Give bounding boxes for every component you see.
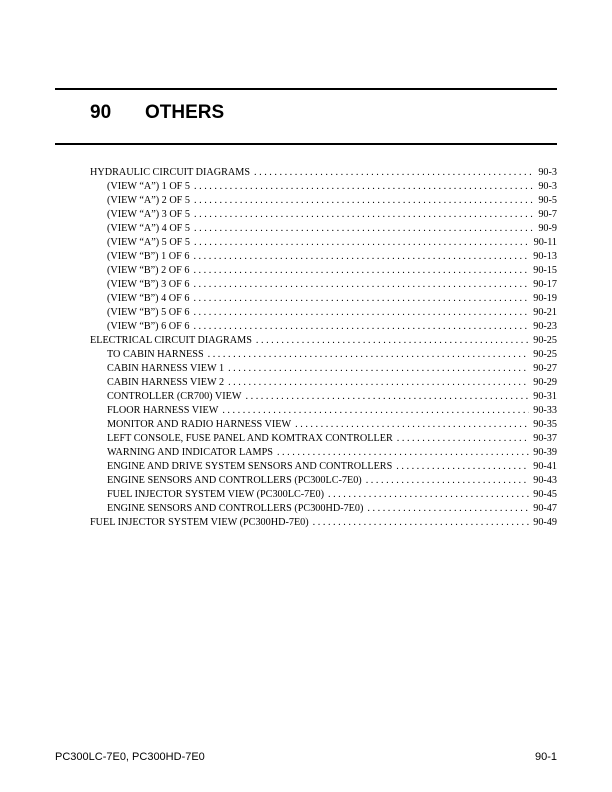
toc-dot-leader — [193, 278, 529, 292]
toc-entry[interactable] — [90, 194, 557, 208]
toc-dot-leader — [193, 264, 529, 278]
toc-entry-page: 90-11 — [533, 237, 557, 248]
toc-entry-page: 90-3 — [538, 181, 557, 192]
toc-entry-label: CABIN HARNESS VIEW 2 — [107, 377, 225, 388]
toc-entry-page: 90-49 — [533, 517, 557, 528]
toc-dot-leader — [396, 460, 529, 474]
toc-entry[interactable] — [90, 222, 557, 236]
toc-dot-leader — [277, 446, 529, 460]
toc-entry[interactable] — [90, 516, 557, 530]
toc-entry-label: (VIEW “B”) 3 OF 6 — [107, 279, 190, 290]
toc-entry-page: 90-39 — [533, 447, 557, 458]
toc-entry-label: (VIEW “B”) 4 OF 6 — [107, 293, 190, 304]
toc-entry-page: 90-9 — [538, 223, 557, 234]
toc-entry[interactable] — [90, 334, 557, 348]
toc-entry-page: 90-17 — [533, 279, 557, 290]
toc-entry-label: ENGINE SENSORS AND CONTROLLERS (PC300LC-7E0) — [107, 475, 362, 486]
toc-entry-page: 90-19 — [533, 293, 557, 304]
toc-entry[interactable] — [90, 446, 557, 460]
toc-entry-page: 90-3 — [538, 167, 557, 178]
toc-entry[interactable] — [90, 180, 557, 194]
toc-entry[interactable] — [90, 376, 557, 390]
toc-dot-leader — [397, 432, 529, 446]
toc-entry-label: CABIN HARNESS VIEW 1 — [107, 363, 225, 374]
toc-dot-leader — [295, 418, 529, 432]
toc-dot-leader — [193, 306, 529, 320]
toc-entry[interactable] — [90, 264, 557, 278]
toc-entry[interactable] — [90, 292, 557, 306]
toc-entry-page: 90-13 — [533, 251, 557, 262]
toc-entry[interactable] — [90, 208, 557, 222]
toc-dot-leader — [222, 404, 529, 418]
toc-dot-leader — [228, 376, 529, 390]
section-number: 90 — [90, 102, 112, 123]
toc-entry-page: 90-47 — [533, 503, 557, 514]
toc-entry[interactable] — [90, 460, 557, 474]
toc-entry[interactable] — [90, 502, 557, 516]
toc-entry-label: TO CABIN HARNESS — [107, 349, 204, 360]
toc-dot-leader — [246, 390, 530, 404]
toc-entry-label: (VIEW “A”) 5 OF 5 — [107, 237, 190, 248]
toc-entry-label: ENGINE AND DRIVE SYSTEM SENSORS AND CONTROLLERS — [107, 461, 393, 472]
toc-dot-leader — [254, 166, 534, 180]
toc-dot-leader — [367, 502, 529, 516]
toc-entry-label: WARNING AND INDICATOR LAMPS — [107, 447, 273, 458]
toc-entry-label: FUEL INJECTOR SYSTEM VIEW (PC300LC-7E0) — [107, 489, 324, 500]
toc-dot-leader — [328, 488, 529, 502]
toc-entry[interactable] — [90, 362, 557, 376]
toc-dot-leader — [228, 362, 529, 376]
toc-entry[interactable] — [90, 320, 557, 334]
toc-entry-label: ENGINE SENSORS AND CONTROLLERS (PC300HD-7E0) — [107, 503, 364, 514]
toc-entry-page: 90-27 — [533, 363, 557, 374]
toc-entry-page: 90-21 — [533, 307, 557, 318]
toc-entry[interactable] — [90, 432, 557, 446]
footer-page-number: 90-1 — [534, 751, 557, 763]
toc-dot-leader — [193, 320, 529, 334]
toc-entry[interactable] — [90, 236, 557, 250]
toc-entry[interactable] — [90, 348, 557, 362]
toc-dot-leader — [313, 516, 530, 530]
toc-entry-label: FUEL INJECTOR SYSTEM VIEW (PC300HD-7E0) — [90, 517, 309, 528]
header-bottom-rule — [55, 143, 557, 145]
toc-entry-label: CONTROLLER (CR700) VIEW — [107, 391, 242, 402]
toc-entry-label: (VIEW “B”) 1 OF 6 — [107, 251, 190, 262]
toc-entry[interactable] — [90, 474, 557, 488]
toc-entry-label: FLOOR HARNESS VIEW — [107, 405, 219, 416]
table-of-contents — [90, 166, 557, 530]
toc-entry-page: 90-7 — [538, 209, 557, 220]
toc-entry-page: 90-33 — [533, 405, 557, 416]
toc-entry[interactable] — [90, 166, 557, 180]
section-title: OTHERS — [145, 102, 225, 123]
toc-entry[interactable] — [90, 418, 557, 432]
footer-model: PC300LC-7E0, PC300HD-7E0 — [55, 751, 205, 763]
toc-entry-label: ELECTRICAL CIRCUIT DIAGRAMS — [90, 335, 252, 346]
toc-entry-label: (VIEW “A”) 3 OF 5 — [107, 209, 190, 220]
toc-entry-label: LEFT CONSOLE, FUSE PANEL AND KOMTRAX CONTROLLER — [107, 433, 393, 444]
toc-dot-leader — [366, 474, 530, 488]
toc-dot-leader — [194, 180, 534, 194]
toc-entry-label: (VIEW “A”) 1 OF 5 — [107, 181, 190, 192]
toc-entry-label: HYDRAULIC CIRCUIT DIAGRAMS — [90, 167, 250, 178]
toc-entry-label: MONITOR AND RADIO HARNESS VIEW — [107, 419, 292, 430]
toc-entry-label: (VIEW “B”) 6 OF 6 — [107, 321, 190, 332]
toc-entry-page: 90-37 — [533, 433, 557, 444]
toc-entry[interactable] — [90, 250, 557, 264]
toc-dot-leader — [194, 222, 534, 236]
toc-entry-label: (VIEW “A”) 4 OF 5 — [107, 223, 190, 234]
toc-entry-page: 90-43 — [533, 475, 557, 486]
header-top-rule — [55, 88, 557, 90]
toc-dot-leader — [194, 236, 530, 250]
toc-entry-page: 90-25 — [533, 349, 557, 360]
toc-entry-label: (VIEW “B”) 5 OF 6 — [107, 307, 190, 318]
toc-dot-leader — [194, 208, 534, 222]
toc-entry-page: 90-25 — [533, 335, 557, 346]
toc-entry-page: 90-5 — [538, 195, 557, 206]
toc-entry-label: (VIEW “A”) 2 OF 5 — [107, 195, 190, 206]
toc-dot-leader — [208, 348, 530, 362]
toc-entry[interactable] — [90, 278, 557, 292]
toc-dot-leader — [256, 334, 529, 348]
toc-entry-page: 90-15 — [533, 265, 557, 276]
toc-entry-label: (VIEW “B”) 2 OF 6 — [107, 265, 190, 276]
toc-entry-page: 90-31 — [533, 391, 557, 402]
toc-dot-leader — [193, 250, 529, 264]
toc-entry-page: 90-45 — [533, 489, 557, 500]
toc-entry-page: 90-35 — [533, 419, 557, 430]
toc-entry[interactable] — [90, 390, 557, 404]
toc-dot-leader — [194, 194, 534, 208]
toc-dot-leader — [193, 292, 529, 306]
toc-entry[interactable] — [90, 306, 557, 320]
toc-entry[interactable] — [90, 404, 557, 418]
toc-entry-page: 90-23 — [533, 321, 557, 332]
toc-entry-page: 90-41 — [533, 461, 557, 472]
toc-entry[interactable] — [90, 488, 557, 502]
toc-entry-page: 90-29 — [533, 377, 557, 388]
